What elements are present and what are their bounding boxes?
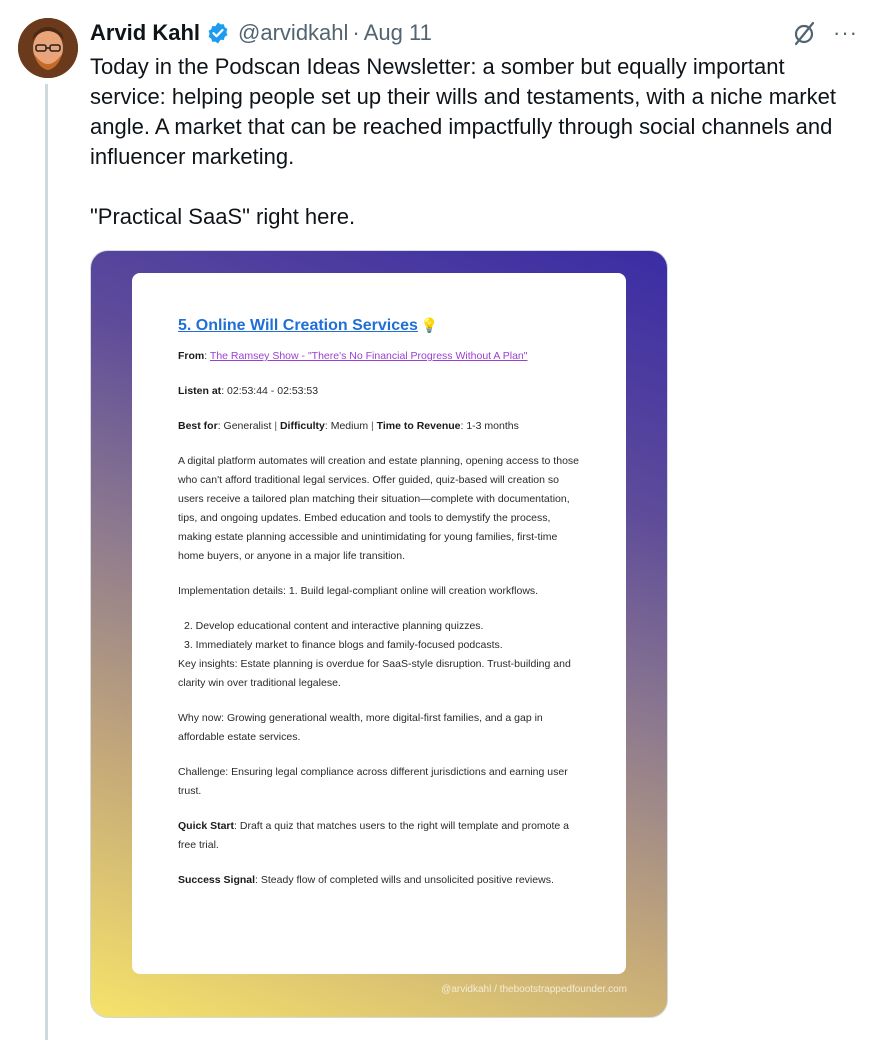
meta-separator: | xyxy=(274,420,280,432)
source-link: The Ramsey Show - "There's No Financial Progress Without A Plan" xyxy=(209,350,528,362)
difficulty-value: : Medium xyxy=(324,420,369,432)
success-value: : Steady flow of completed wills and unsolicited positive reviews. xyxy=(255,874,554,886)
avatar[interactable] xyxy=(18,18,78,78)
card-title-row xyxy=(178,315,580,337)
why-now: Why now: Growing generational wealth, more digital-first families, and a gap in affordable estate services. xyxy=(178,712,543,743)
from-row: From: The Ramsey Show - "There's No Financial Progress Without A Plan" xyxy=(178,350,528,362)
tweet-date[interactable]: Aug 11 xyxy=(363,20,432,45)
tweet-paragraph-2: "Practical SaaS" right here. xyxy=(90,204,356,229)
avatar-portrait-icon xyxy=(18,18,78,78)
listen-label: Listen at xyxy=(178,385,222,397)
implementation-step-3: 3. Immediately market to finance blogs and family-focused podcasts. xyxy=(184,639,503,651)
thread-line xyxy=(45,84,48,1040)
challenge: Challenge: Ensuring legal compliance across different jurisdictions and earning user trust. xyxy=(178,766,568,797)
description: A digital platform automates will creation and estate planning, opening access to those who can't afford traditional legal services. Offer guided, quiz-based will creation so users receive a tailored plan matching their situation—complete with documentation, tips, and ongoing updates. Embed education and tools to demystify the process, making estate planning accessible and unintimidating for young families, first-time home buyers, or anyone in a major life transition. xyxy=(178,455,579,562)
from-label: From xyxy=(178,350,205,362)
author-name[interactable]: Arvid Kahl xyxy=(90,20,201,45)
tweet-image[interactable] xyxy=(90,250,668,1018)
bestfor-value: : Generalist xyxy=(217,420,272,432)
quickstart-value: : Draft a quiz that matches users to the right will template and promote a free trial. xyxy=(178,820,570,851)
watermark: @arvidkahl / thebootstrappedfounder.com xyxy=(441,984,627,995)
success-signal xyxy=(178,871,580,890)
tweet-header xyxy=(90,18,858,48)
quickstart-label: Quick Start xyxy=(178,820,235,832)
revenue-label: Time to Revenue xyxy=(376,420,461,432)
meta-row xyxy=(178,417,580,436)
verified-badge-icon xyxy=(206,21,230,45)
tweet-paragraph-1: Today in the Podscan Ideas Newsletter: a somber but equally important service: helping people set up their wills and testaments, with a niche market angle. A market that can be reached impactfully through social channels and influencer marketing. xyxy=(90,54,836,169)
bestfor-label: Best for xyxy=(178,420,218,432)
author-handle[interactable]: @arvidkahl xyxy=(238,20,349,45)
separator-dot: · xyxy=(352,20,360,45)
card-title: 5. Online Will Creation Services xyxy=(178,317,418,334)
meta-separator: | xyxy=(371,420,377,432)
implementation: Implementation details: 1. Build legal-compliant online will creation workflows. xyxy=(178,585,539,597)
listen-value: : 02:53:44 - 02:53:53 xyxy=(221,385,319,397)
key-insights: Key insights: Estate planning is overdue for SaaS-style disruption. Trust-building and clarity win over traditional legalese. xyxy=(178,658,571,689)
more-options-icon[interactable]: ··· xyxy=(833,20,858,45)
listen-row xyxy=(178,382,580,401)
grok-icon[interactable] xyxy=(791,20,817,46)
revenue-value: : 1-3 months xyxy=(460,420,519,432)
lightbulb-icon: 💡 xyxy=(420,317,439,333)
tweet-text xyxy=(90,52,850,232)
implementation-step-2: 2. Develop educational content and interactive planning quizzes. xyxy=(184,620,484,632)
difficulty-label: Difficulty xyxy=(279,420,325,432)
success-label: Success Signal xyxy=(178,874,256,886)
header-actions xyxy=(791,20,858,46)
quick-start xyxy=(178,817,580,855)
newsletter-card xyxy=(132,273,626,974)
